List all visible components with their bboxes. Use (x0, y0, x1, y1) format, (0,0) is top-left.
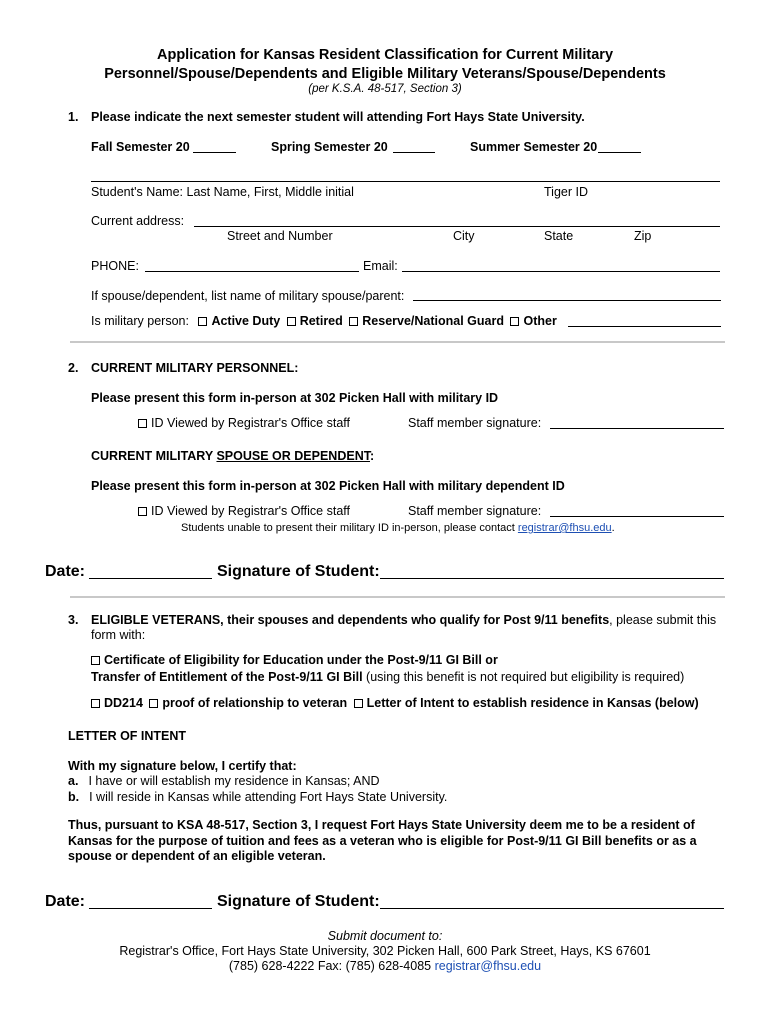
submit-to-label: Submit document to: (327, 929, 443, 943)
in-person-note: Students unable to present their military ID in-person, please contact registrar@fhsu.edu. (181, 522, 615, 534)
registrar-address: Registrar's Office, Fort Hays State University, 302 Picken Hall, 600 Park Street, Hays, KS 67601 (119, 944, 651, 958)
section-divider-2 (70, 596, 725, 598)
footer-email-link[interactable]: registrar@fhsu.edu (434, 959, 542, 973)
section3-heading-line2: form with: (91, 628, 146, 642)
phone-field[interactable] (145, 271, 359, 272)
email-field[interactable] (402, 271, 720, 272)
spouse-parent-label: If spouse/dependent, list name of military spouse/parent: (91, 289, 405, 303)
staff-signature-label-2: Staff member signature: (408, 504, 542, 518)
section2-heading: CURRENT MILITARY PERSONNEL: (91, 361, 299, 375)
dd214-option[interactable]: DD214 (91, 696, 143, 710)
student-signature-field-2[interactable] (380, 908, 724, 909)
present-dependent-id-text: Please present this form in-person at 302 Picken Hall with military dependent ID (91, 479, 565, 493)
registrar-email-link[interactable]: registrar@fhsu.edu (517, 522, 612, 534)
reserve-option[interactable]: Reserve/National Guard (349, 314, 504, 328)
present-military-id-text: Please present this form in-person at 302 Picken Hall with military ID (91, 391, 499, 405)
date-label-2: Date: (45, 893, 86, 910)
section-divider (70, 341, 725, 343)
date-label-1: Date: (45, 563, 86, 580)
zip-label: Zip (634, 229, 652, 243)
id-viewed-checkbox-2[interactable] (138, 507, 147, 516)
section1-heading: Please indicate the next semester student will attending Fort Hays State University. (91, 110, 585, 124)
current-address-label: Current address: (91, 214, 185, 228)
military-person-row (91, 314, 557, 328)
summer-semester-year-field[interactable] (598, 152, 641, 153)
request-paragraph-line2: Kansas for the purpose of tuition and fees as a veteran who is eligible for Post-9/11 GI Bill benefits or as a (68, 834, 697, 848)
certify-text: With my signature below, I certify that: (68, 759, 297, 773)
proof-checkbox[interactable] (149, 699, 158, 708)
student-name-field[interactable] (91, 181, 720, 182)
other-field[interactable] (568, 326, 721, 327)
id-viewed-checkbox-1[interactable] (138, 419, 147, 428)
certify-item-b: b. I will reside in Kansas while attending Fort Hays State University. (68, 790, 448, 804)
spouse-dependent-heading: CURRENT MILITARY SPOUSE OR DEPENDENT: (91, 449, 375, 463)
tiger-id-label: Tiger ID (544, 185, 588, 199)
form-title-line2: Personnel/Spouse/Dependents and Eligible Military Veterans/Spouse/Dependents (104, 66, 666, 82)
other-checkbox[interactable] (510, 317, 519, 326)
date-field-1[interactable] (89, 578, 212, 579)
retired-option[interactable]: Retired (287, 314, 343, 328)
id-viewed-option-1[interactable]: ID Viewed by Registrar's Office staff (138, 416, 350, 430)
staff-signature-label-1: Staff member signature: (408, 416, 542, 430)
summer-semester-label: Summer Semester 20 (470, 140, 598, 154)
request-paragraph-line1: Thus, pursuant to KSA 48-517, Section 3, I request Fort Hays State University deem me to be a resident of (68, 818, 695, 832)
staff-signature-field-1[interactable] (550, 428, 724, 429)
id-viewed-option-2[interactable]: ID Viewed by Registrar's Office staff (138, 504, 350, 518)
letter-intent-checkbox[interactable] (354, 699, 363, 708)
proof-option[interactable]: proof of relationship to veteran (149, 696, 347, 710)
city-label: City (453, 229, 475, 243)
other-option[interactable]: Other (510, 314, 556, 328)
staff-signature-field-2[interactable] (550, 516, 724, 517)
student-name-label: Student's Name: Last Name, First, Middle initial (91, 185, 354, 199)
current-address-field[interactable] (194, 226, 720, 227)
letter-intent-option[interactable]: Letter of Intent to establish residence in Kansas (below) (354, 696, 699, 710)
phone-label: PHONE: (91, 259, 139, 273)
student-signature-label-1: Signature of Student: (217, 563, 380, 580)
section2-number: 2. (68, 361, 79, 375)
military-person-label: Is military person: (91, 314, 189, 328)
active-duty-option[interactable]: Active Duty (198, 314, 280, 328)
section1-number: 1. (68, 110, 79, 124)
request-paragraph-line3: spouse or dependent of an eligible veteran. (68, 849, 326, 863)
student-signature-label-2: Signature of Student: (217, 893, 380, 910)
section3-heading: ELIGIBLE VETERANS, their spouses and dependents who qualify for Post 9/11 benefits, please submit this (91, 613, 717, 627)
retired-checkbox[interactable] (287, 317, 296, 326)
documents-row (91, 696, 699, 710)
certificate-option[interactable]: Certificate of Eligibility for Education under the Post-9/11 GI Bill or (91, 653, 498, 667)
active-duty-checkbox[interactable] (198, 317, 207, 326)
spring-semester-year-field[interactable] (393, 152, 435, 153)
reserve-checkbox[interactable] (349, 317, 358, 326)
section3-number: 3. (68, 613, 79, 627)
letter-of-intent-heading: LETTER OF INTENT (68, 729, 187, 743)
fall-semester-label: Fall Semester 20 (91, 140, 190, 154)
state-label: State (544, 229, 574, 243)
fall-semester-year-field[interactable] (193, 152, 236, 153)
date-field-2[interactable] (89, 908, 212, 909)
form-subtitle: (per K.S.A. 48-517, Section 3) (308, 83, 462, 95)
spring-semester-label: Spring Semester 20 (271, 140, 388, 154)
email-label: Email: (363, 259, 398, 273)
spouse-parent-field[interactable] (413, 300, 721, 301)
street-label: Street and Number (227, 229, 333, 243)
certificate-checkbox[interactable] (91, 656, 100, 665)
certify-item-a: a. I have or will establish my residence in Kansas; AND (68, 774, 380, 788)
form-title-line1: Application for Kansas Resident Classification for Current Military (156, 47, 614, 63)
student-signature-field-1[interactable] (380, 578, 724, 579)
dd214-checkbox[interactable] (91, 699, 100, 708)
transfer-text: Transfer of Entitlement of the Post-9/11 GI Bill (using this benefit is not required but eligibility is required) (91, 670, 685, 684)
registrar-contact: (785) 628-4222 Fax: (785) 628-4085 registrar@fhsu.edu (228, 959, 542, 973)
